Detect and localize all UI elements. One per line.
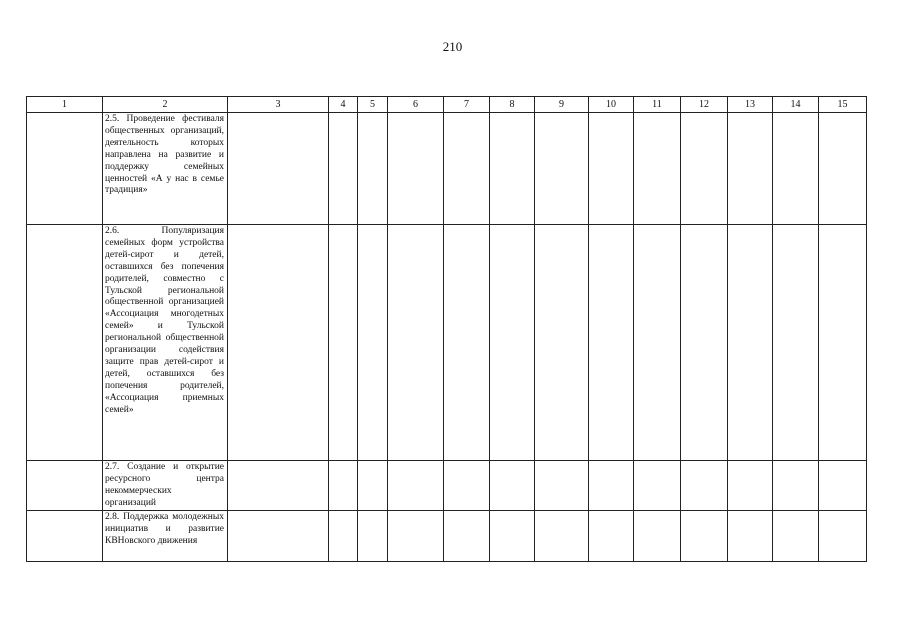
table-cell <box>228 225 329 461</box>
column-header: 15 <box>819 97 867 113</box>
table-cell <box>819 461 867 511</box>
activity-description <box>103 113 228 225</box>
table-cell <box>589 461 634 511</box>
table-cell <box>819 511 867 562</box>
table-cell <box>388 113 444 225</box>
table-cell <box>681 511 728 562</box>
table-cell <box>589 511 634 562</box>
table-cell <box>728 461 773 511</box>
table-header-row <box>27 97 867 113</box>
table-cell <box>681 113 728 225</box>
table-cell <box>358 461 388 511</box>
activity-description <box>103 225 228 461</box>
table-cell <box>728 511 773 562</box>
table-cell <box>358 113 388 225</box>
column-header: 6 <box>388 97 444 113</box>
table-cell <box>535 225 589 461</box>
table-cell <box>681 461 728 511</box>
activity-description <box>103 511 228 562</box>
table-cell <box>634 461 681 511</box>
table-cell <box>27 461 103 511</box>
table-cell <box>490 113 535 225</box>
column-header: 9 <box>535 97 589 113</box>
table-cell <box>819 225 867 461</box>
table-cell <box>589 113 634 225</box>
table-cell <box>329 113 358 225</box>
table-cell <box>329 511 358 562</box>
table-cell <box>444 113 490 225</box>
activity-description <box>103 461 228 511</box>
column-header: 5 <box>358 97 388 113</box>
column-header: 14 <box>773 97 819 113</box>
table-cell <box>358 225 388 461</box>
column-header: 2 <box>103 97 228 113</box>
column-header: 1 <box>27 97 103 113</box>
table-cell <box>490 511 535 562</box>
table-cell <box>228 461 329 511</box>
activity-text: 2.8. Поддержка молодежных инициатив и развитие КВНовского движения <box>105 512 224 546</box>
column-header: 11 <box>634 97 681 113</box>
program-table <box>26 96 867 562</box>
table-row <box>27 511 867 562</box>
column-header: 13 <box>728 97 773 113</box>
table-cell <box>388 511 444 562</box>
table-cell <box>490 225 535 461</box>
table-cell <box>535 113 589 225</box>
table-row <box>27 113 867 225</box>
table-cell <box>329 461 358 511</box>
table-row <box>27 225 867 461</box>
column-header: 12 <box>681 97 728 113</box>
column-header: 4 <box>329 97 358 113</box>
table-cell <box>358 511 388 562</box>
table-cell <box>819 113 867 225</box>
activity-text: 2.7. Создание и открытие ресурсного центра некоммерческих организаций <box>105 462 224 508</box>
table-cell <box>27 511 103 562</box>
table-cell <box>444 461 490 511</box>
table-cell <box>444 511 490 562</box>
table-cell <box>490 461 535 511</box>
table-cell <box>634 225 681 461</box>
table-cell <box>773 225 819 461</box>
table-cell <box>773 511 819 562</box>
column-header: 7 <box>444 97 490 113</box>
activity-text: 2.6. Популяризация семейных форм устройства детей-сирот и детей, оставшихся без попечения родителей, совместно с Тульской региональной общественной организацией «Ассоциация многодетных семей» и Тульской региональной общественной организации содействия защите прав детей-сирот и детей, оставшихся без попечения родителей, «Ассоциация приемных семей» <box>105 226 224 415</box>
table-cell <box>329 225 358 461</box>
table-cell <box>228 511 329 562</box>
table-cell <box>535 511 589 562</box>
column-header: 3 <box>228 97 329 113</box>
table-cell <box>228 113 329 225</box>
table-cell <box>773 113 819 225</box>
table-cell <box>388 461 444 511</box>
page-number: 210 <box>442 39 463 54</box>
column-header: 8 <box>490 97 535 113</box>
table-cell <box>634 511 681 562</box>
table-cell <box>535 461 589 511</box>
table-cell <box>589 225 634 461</box>
table-cell <box>634 113 681 225</box>
table-cell <box>728 225 773 461</box>
activity-text: 2.5. Проведение фестиваля общественных организаций, деятельность которых направлена на развитие и поддержку семейных ценностей «А у нас в семье традиция» <box>105 114 224 196</box>
table-cell <box>27 113 103 225</box>
table-cell <box>27 225 103 461</box>
table-cell <box>388 225 444 461</box>
table-row <box>27 461 867 511</box>
table-cell <box>773 461 819 511</box>
table-cell <box>728 113 773 225</box>
table-cell <box>681 225 728 461</box>
column-header: 10 <box>589 97 634 113</box>
table-cell <box>444 225 490 461</box>
